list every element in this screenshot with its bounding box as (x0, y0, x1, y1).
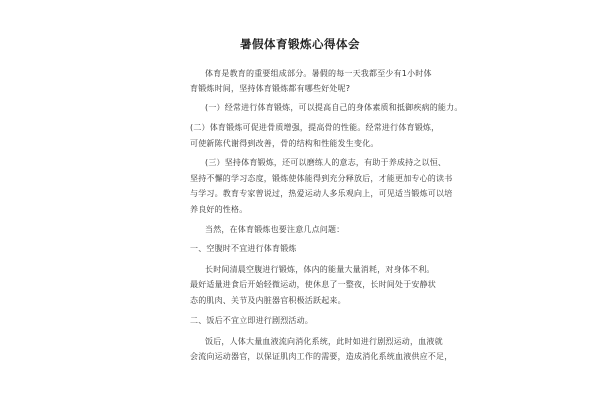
paragraph-line: 态的肌肉、关节及内脏器官积极活跃起来。 (190, 296, 346, 305)
section-heading: 二、饭后不宜立即进行剧烈活动。 (190, 316, 313, 325)
paragraph-line: 会流向运动器官，以保证肌肉工作的需要，造成消化系统血液供应不足， (190, 352, 453, 361)
paragraph-line: 育锻炼时间，坚持体育锻炼都有哪些好处呢? (190, 84, 351, 93)
paragraph-line: 当然，在体育锻炼也要注意几点问题： (205, 225, 345, 234)
paragraph-line: 可使新陈代谢得到改善，骨的结构和性能发生变化。 (190, 139, 379, 148)
paragraph-line: 最好适量进食后开始轻微运动，使休息了一整夜，长时间处于安静状 (190, 280, 436, 289)
paragraph-line: 养良好的性格。 (190, 205, 248, 214)
paragraph-line: 体育是教育的重要组成部分。暑假的每一天我都至少有1小时体 (205, 69, 432, 78)
paragraph-line: 长时间清晨空腹进行锻炼，体内的能量大量消耗，对身体不利。 (205, 265, 435, 274)
document-title: 暑假体育锻炼心得体会 (240, 37, 360, 51)
paragraph-line: 饭后，人体大量血液流向消化系统，此时如进行剧烈运动，血液就 (205, 337, 443, 346)
paragraph-line: (三）坚持体育锻炼，还可以磨练人的意志，有助于养成持之以恒、 (205, 158, 447, 167)
paragraph-line: (二）体育锻炼可促进骨质增强，提高骨的性能。经常进行体育锻炼， (190, 123, 440, 132)
paragraph-line: (一）经常进行体育锻炼，可以提高自己的身体素质和抵御疾病的能力。 (205, 103, 463, 112)
paragraph-line: 坚持不懈的学习态度，锻炼使体能得到充分释放后，才能更加专心的读书 (190, 174, 453, 183)
paragraph-line: 与学习。教育专家曾说过，热爱运动人多乐观向上，可见适当锻炼可以培 (190, 189, 453, 198)
section-heading: 一、空腹时不宜进行体育锻炼 (190, 244, 297, 253)
